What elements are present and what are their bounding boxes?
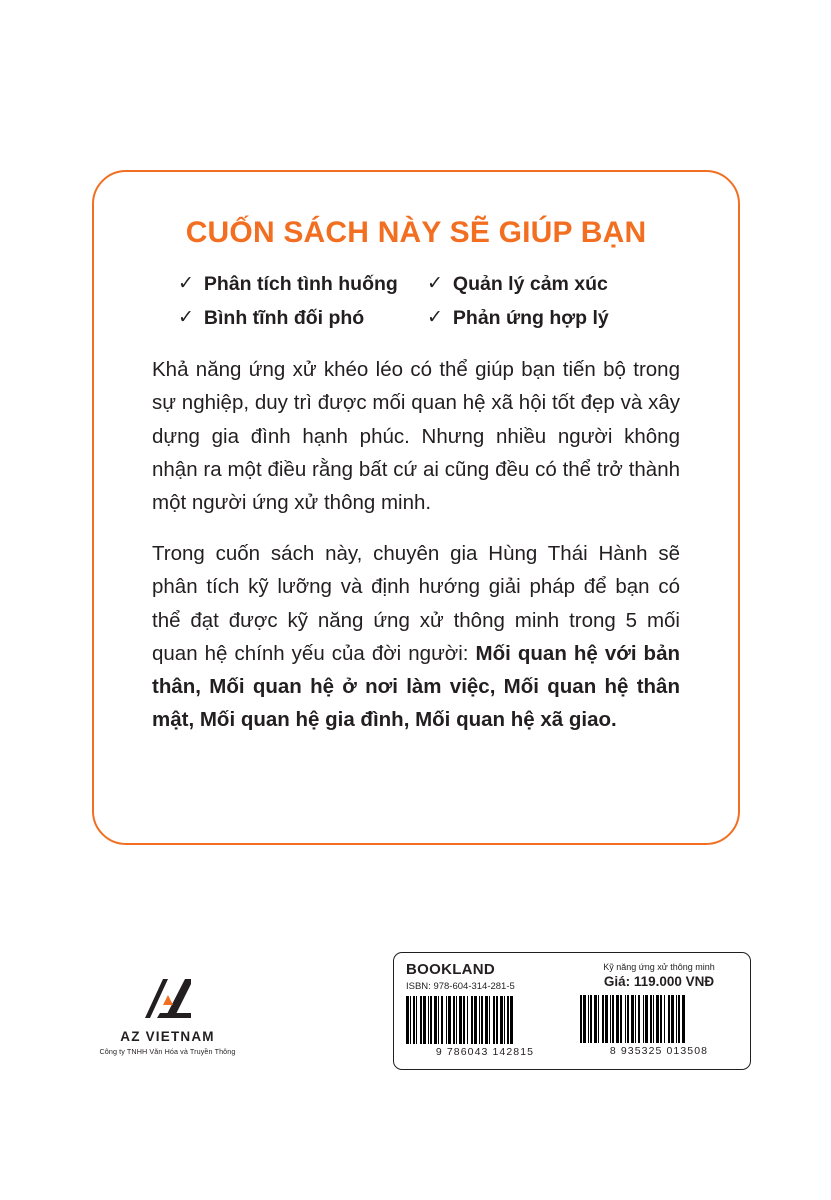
publisher-name: AZ VIETNAM (120, 1029, 215, 1044)
publisher-block (75, 975, 260, 1056)
list-item (427, 307, 676, 331)
publisher-subtitle: Công ty TNHH Văn Hóa và Truyền Thông (99, 1047, 236, 1056)
list-item (178, 307, 427, 331)
blurb-paragraph-2 (152, 537, 680, 736)
barcode-right (572, 962, 738, 1061)
isbn-digits: 9 786043 142815 (435, 1045, 535, 1058)
highlight-frame (92, 170, 740, 845)
frame-content (152, 216, 680, 736)
az-logo-icon (141, 975, 195, 1021)
list-item-label: Quản lý cảm xúc (452, 272, 608, 295)
barcode-bars-isbn (406, 996, 564, 1044)
price-barcode-digits: 8 935325 013508 (609, 1044, 709, 1057)
list-item-label: Bình tĩnh đối phó (203, 307, 365, 330)
check-icon: ✓ (178, 272, 194, 294)
page-title: CUỐN SÁCH NÀY SẼ GIÚP BẠN (185, 216, 647, 249)
check-icon: ✓ (427, 307, 443, 329)
blurb-paragraph-2-lead: Trong cuốn sách này, chuyên gia Hùng Thái Hành sẽ phân tích kỹ lưỡng và định hướng giải pháp để bạn có thể đạt được kỹ năng ứng xử thông minh trong 5 mối quan hệ chính yếu của đời người: (152, 542, 680, 665)
barcode-panel (393, 952, 751, 1070)
bookland-label: BOOKLAND (406, 961, 496, 978)
list-item-label: Phản ứng hợp lý (452, 307, 609, 330)
list-item-label: Phân tích tình huống (203, 272, 398, 295)
price-label: Giá: 119.000 VNĐ (603, 973, 715, 989)
barcode-bars-price (580, 995, 738, 1043)
book-title-small: Kỹ năng ứng xử thông minh (603, 962, 715, 972)
blurb-paragraph-2-emphasis: Mối quan hệ với bản thân, Mối quan hệ ở nơi làm việc, Mối quan hệ thân mật, Mối quan hệ gia đình, Mối quan hệ xã giao. (152, 641, 680, 732)
list-item (427, 273, 676, 297)
check-icon: ✓ (178, 307, 194, 329)
blurb-paragraph-1: Khả năng ứng xử khéo léo có thể giúp bạn tiến bộ trong sự nghiệp, duy trì được mối quan hệ xã hội tốt đẹp và xây dựng gia đình hạnh phúc. Nhưng nhiều người không nhận ra một điều rằng bất cứ ai cũng đều có thể trở thành một người ứng xử thông minh. (152, 358, 680, 514)
barcode-left (406, 962, 572, 1061)
check-icon: ✓ (427, 272, 443, 294)
benefits-checklist (152, 273, 680, 332)
list-item (178, 273, 427, 297)
isbn-text: ISBN: 978-604-314-281-5 (406, 980, 515, 992)
